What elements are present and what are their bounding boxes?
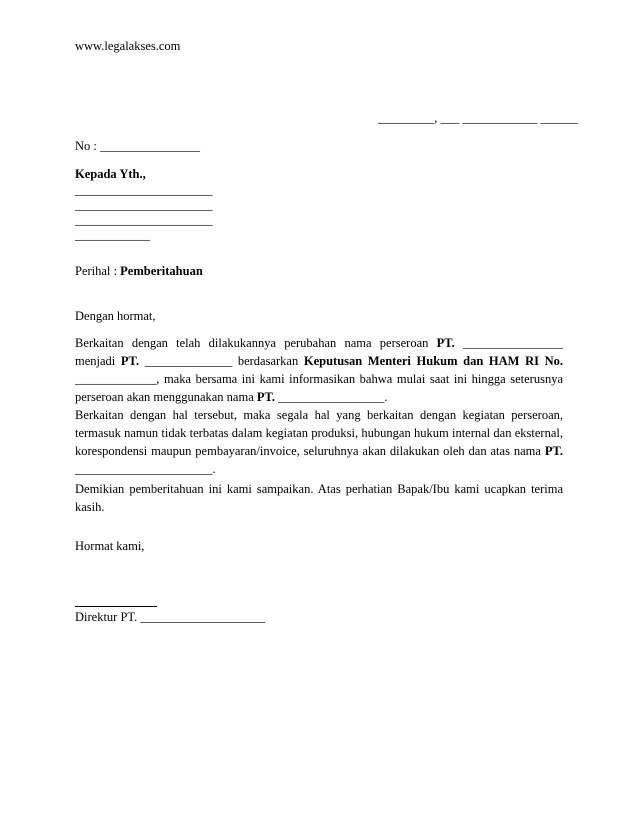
paragraph-line: korespondensi maupun pembayaran/invoice, seluruhnya akan dilakukan oleh dan atas nama PT. <box>75 444 563 458</box>
paragraph-line: menjadi PT. ______________ berdasarkan Keputusan Menteri Hukum dan HAM RI No. <box>75 354 563 368</box>
number-label: No : <box>75 139 100 153</box>
paragraph-line: ______________________. <box>75 462 216 476</box>
signature-line <box>75 606 157 607</box>
recipient-line: ______________________ <box>75 183 213 197</box>
paragraph-line: kasih. <box>75 500 105 514</box>
closing: Hormat kami, <box>75 539 145 553</box>
recipient-line: ______________________ <box>75 213 213 227</box>
paragraph-1 <box>75 334 563 406</box>
paragraph-line: Berkaitan dengan hal tersebut, maka segala hal yang berkaitan dengan kegiatan perseroan, <box>75 408 563 422</box>
subject-value: Pemberitahuan <box>120 264 203 278</box>
recipient-line: ____________ <box>75 228 150 242</box>
paragraph-line: Berkaitan dengan telah dilakukannya perubahan nama perseroan PT. ________________ <box>75 336 563 350</box>
subject-line <box>75 263 203 279</box>
date-line: _________, ___ ____________ ______ <box>378 111 578 125</box>
website-header: www.legalakses.com <box>75 39 181 53</box>
paragraph-line: _____________, maka bersama ini kami informasikan bahwa mulai saat ini hingga seterusnya <box>75 372 563 386</box>
greeting: Dengan hormat, <box>75 309 156 323</box>
letter-number <box>75 138 200 154</box>
paragraph-2 <box>75 406 563 478</box>
subject-label: Perihal : <box>75 264 121 278</box>
paragraph-line: Demikian pemberitahuan ini kami sampaikan. Atas perhatian Bapak/Ibu kami ucapkan terima <box>75 482 563 496</box>
signature-title <box>75 609 265 625</box>
recipient-line: ______________________ <box>75 198 213 212</box>
number-value: ________________ <box>100 139 200 153</box>
paragraph-line: perseroan akan menggunakan nama PT. _________________. <box>75 390 388 404</box>
paragraph-line: termasuk namun tidak terbatas dalam kegiatan produksi, hubungan hukum internal dan eksternal, <box>75 426 563 440</box>
paragraph-3 <box>75 480 563 516</box>
recipient-salutation: Kepada Yth., <box>75 167 146 181</box>
signature-label: Direktur PT. <box>75 610 141 624</box>
signature-value: ____________________ <box>140 610 266 624</box>
